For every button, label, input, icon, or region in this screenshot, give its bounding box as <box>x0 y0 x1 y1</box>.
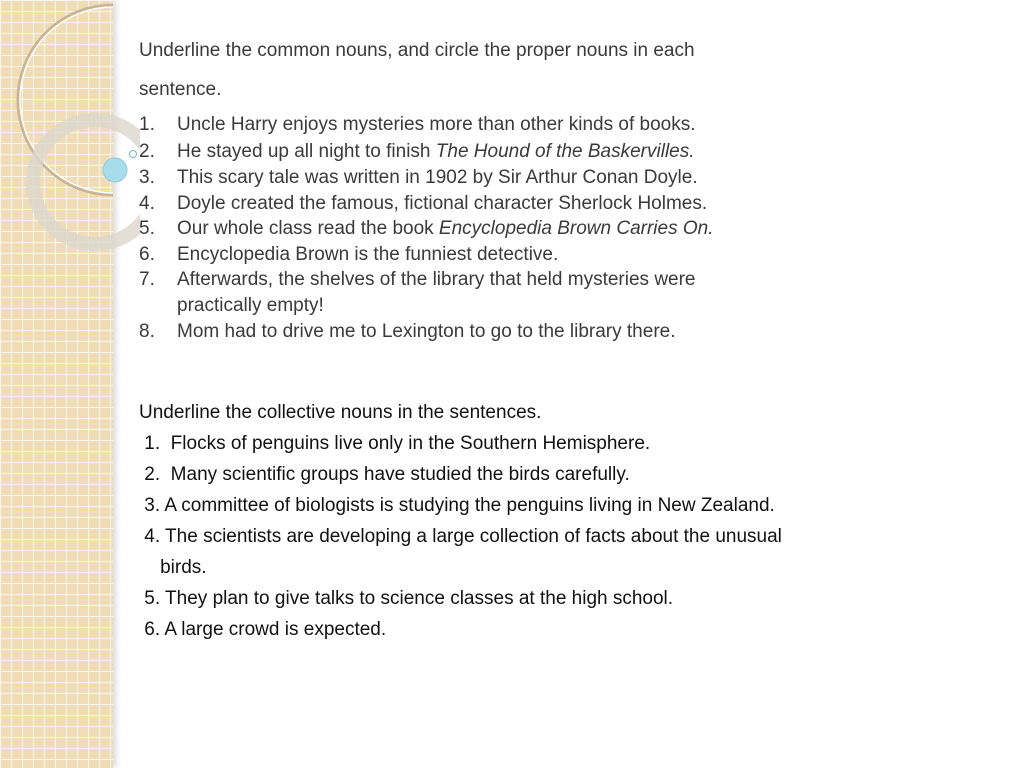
item-number: 2. <box>139 141 155 162</box>
item-number: 8. <box>139 321 155 342</box>
decorative-circles-icon <box>0 0 140 260</box>
instruction-common-proper-cont: sentence. <box>139 79 222 100</box>
item-text: Uncle Harry enjoys mysteries more than other kinds of books. <box>177 114 696 135</box>
instruction-collective: Underline the collective nouns in the sentences. <box>139 402 542 423</box>
item-text: Mom had to drive me to Lexington to go to the library there. <box>177 321 676 342</box>
item-text: Doyle created the famous, fictional character Sherlock Holmes. <box>177 193 708 214</box>
collective-sentence-item: 2. Many scientific groups have studied the birds carefully. <box>139 464 630 485</box>
item-text: Our whole class read the book <box>177 218 439 239</box>
collective-sentence-item: 1. Flocks of penguins live only in the Southern Hemisphere. <box>139 433 651 454</box>
item-number: 6. <box>139 244 155 265</box>
item-text: practically empty! <box>177 295 324 316</box>
item-text: This scary tale was written in 1902 by Sir Arthur Conan Doyle. <box>177 167 698 188</box>
collective-sentence-item: 3. A committee of biologists is studying the penguins living in New Zealand. <box>139 495 775 516</box>
collective-sentence-item: 6. A large crowd is expected. <box>139 619 387 640</box>
sentence-item <box>139 295 324 317</box>
item-number: 3. <box>139 167 155 188</box>
collective-sentence-item: 4. The scientists are developing a large collection of facts about the unusual <box>139 526 782 547</box>
sentence-item <box>139 218 714 240</box>
item-title: Encyclopedia Brown Carries On. <box>438 218 714 239</box>
instruction-common-proper: Underline the common nouns, and circle the proper nouns in each <box>139 40 695 61</box>
sentence-item <box>139 244 558 266</box>
item-text: Encyclopedia Brown is the funniest detective. <box>177 244 559 265</box>
item-text: He stayed up all night to finish <box>177 141 436 162</box>
sentence-item <box>139 321 676 343</box>
item-text: Afterwards, the shelves of the library that held mysteries were <box>177 269 696 290</box>
collective-sentence-item: 5. They plan to give talks to science classes at the high school. <box>139 588 674 609</box>
sentence-item <box>139 141 695 163</box>
item-title: The Hound of the Baskervilles. <box>435 141 695 162</box>
sentence-item <box>139 269 696 291</box>
item-number: 1. <box>139 114 155 135</box>
sentence-item <box>139 193 707 215</box>
item-number: 5. <box>139 218 155 239</box>
collective-sentence-item: birds. <box>139 557 207 578</box>
sentence-item <box>139 167 698 189</box>
item-number: 7. <box>139 269 155 290</box>
sentence-item <box>139 114 696 136</box>
item-number: 4. <box>139 193 155 214</box>
